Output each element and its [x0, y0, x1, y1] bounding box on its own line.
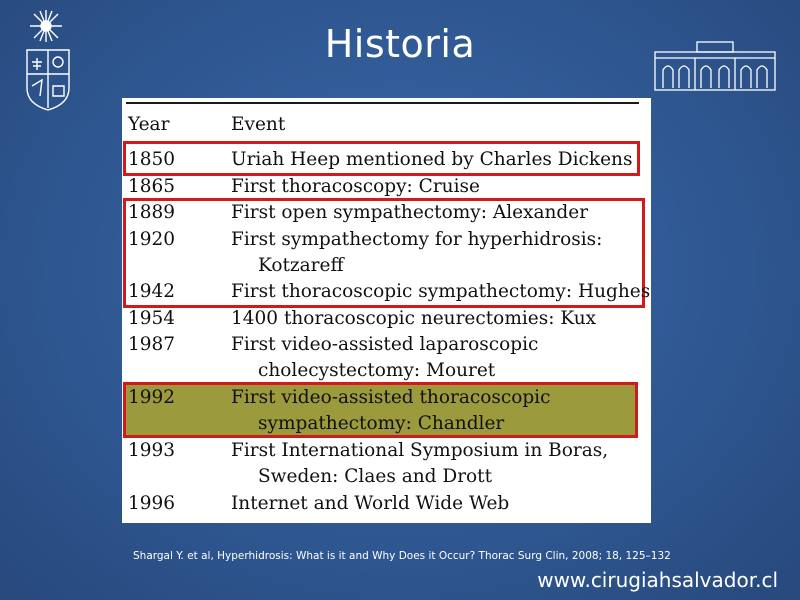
- row-event-continuation: Sweden: Claes and Drott: [258, 466, 493, 487]
- row-event: First open sympathectomy: Alexander: [231, 202, 589, 223]
- table-top-rule: [126, 102, 639, 104]
- row-event: First sympathectomy for hyperhidrosis:: [231, 229, 603, 250]
- row-year: 1850: [128, 149, 176, 170]
- row-event: Internet and World Wide Web: [231, 493, 510, 514]
- page-title: Historia: [324, 22, 476, 66]
- row-year: 1942: [128, 281, 176, 302]
- row-event: First thoracoscopic sympathectomy: Hughes: [231, 281, 651, 302]
- row-event: First International Symposium in Boras,: [231, 440, 609, 461]
- row-year: 1889: [128, 202, 176, 223]
- row-event: First thoracoscopy: Cruise: [231, 176, 480, 197]
- row-year: 1954: [128, 308, 176, 329]
- row-year: 1992: [128, 387, 176, 408]
- website-url: www.cirugiahsalvador.cl: [537, 568, 778, 592]
- row-year: 1987: [128, 334, 176, 355]
- row-event: 1400 thoracoscopic neurectomies: Kux: [231, 308, 597, 329]
- header-event: Event: [231, 114, 286, 135]
- row-event: First video-assisted thoracoscopic: [231, 387, 551, 408]
- header-year: Year: [128, 114, 170, 135]
- row-year: 1993: [128, 440, 176, 461]
- row-event-continuation: sympathectomy: Chandler: [258, 413, 505, 434]
- row-year: 1920: [128, 229, 176, 250]
- row-event-continuation: Kotzareff: [258, 255, 344, 276]
- row-year: 1996: [128, 493, 176, 514]
- row-event: Uriah Heep mentioned by Charles Dickens: [231, 149, 633, 170]
- row-event: First video-assisted laparoscopic: [231, 334, 539, 355]
- citation-text: Shargal Y. et al, Hyperhidrosis: What is it and Why Does it Occur? Thorac Surg Clin, 2008; 18, 125–132: [133, 550, 671, 562]
- history-table: [122, 98, 651, 523]
- row-event-continuation: cholecystectomy: Mouret: [258, 360, 496, 381]
- row-year: 1865: [128, 176, 176, 197]
